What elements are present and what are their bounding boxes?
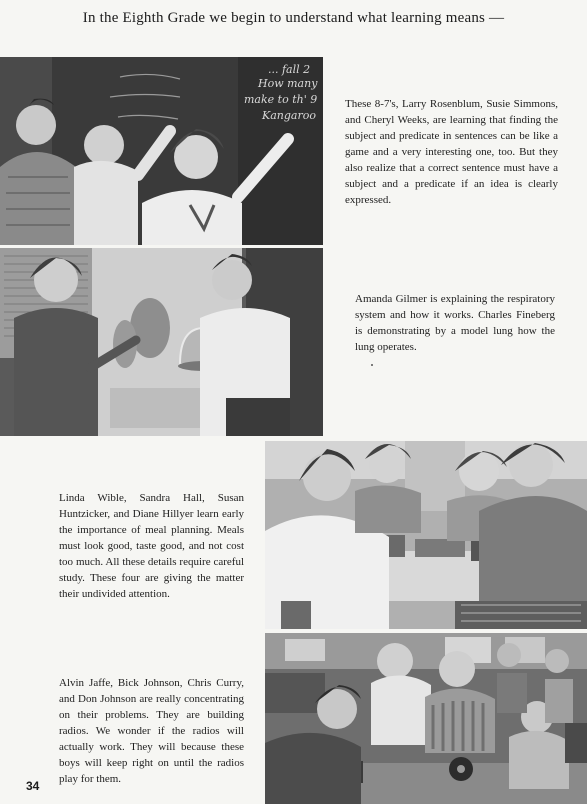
board-text-2: How many bbox=[258, 77, 318, 90]
photo-chalkboard-grammar bbox=[0, 57, 323, 245]
caption-subject-predicate: These 8-7's, Larry Rosenblum, Susie Simmons, and Cheryl Weeks, are learning that finding the subject and predicate in sentences can be like a game and a very interesting one, too. But they also realize that a correct sentence must have a subject and a predicate if an idea is clearly expressed. bbox=[345, 98, 558, 206]
stray-dot bbox=[371, 364, 373, 366]
board-text-4: Kangaroo bbox=[262, 109, 316, 122]
board-text-3: make to th' 9 bbox=[244, 93, 318, 106]
photo-meal-planning bbox=[265, 441, 587, 629]
photo-building-radios bbox=[265, 633, 587, 804]
page-number: 34 bbox=[26, 779, 40, 793]
page-header: In the Eighth Grade we begin to understand what learning means — bbox=[82, 10, 505, 26]
caption-meal-planning: Linda Wible, Sandra Hall, Susan Huntzicker, and Diane Hillyer learn early the importance of meal planning. Meals must look good, taste good, and not cost too much. All these details require careful study. These four are giving the matter their undivided attention. bbox=[59, 492, 244, 600]
caption-radios: Alvin Jaffe, Bick Johnson, Chris Curry, and Don Johnson are really concentrating on their problems. They are building radios. We wonder if the radios will actually work. They will because these boys will keep right on until the radios play for them. bbox=[59, 677, 244, 785]
caption-respiratory: Amanda Gilmer is explaining the respiratory system and how it works. Charles Fineberg is demonstrating by a model lung how the lung operates. bbox=[355, 293, 555, 353]
photo-respiratory-system bbox=[0, 248, 323, 436]
board-text-1: ... fall 2 bbox=[268, 63, 311, 76]
